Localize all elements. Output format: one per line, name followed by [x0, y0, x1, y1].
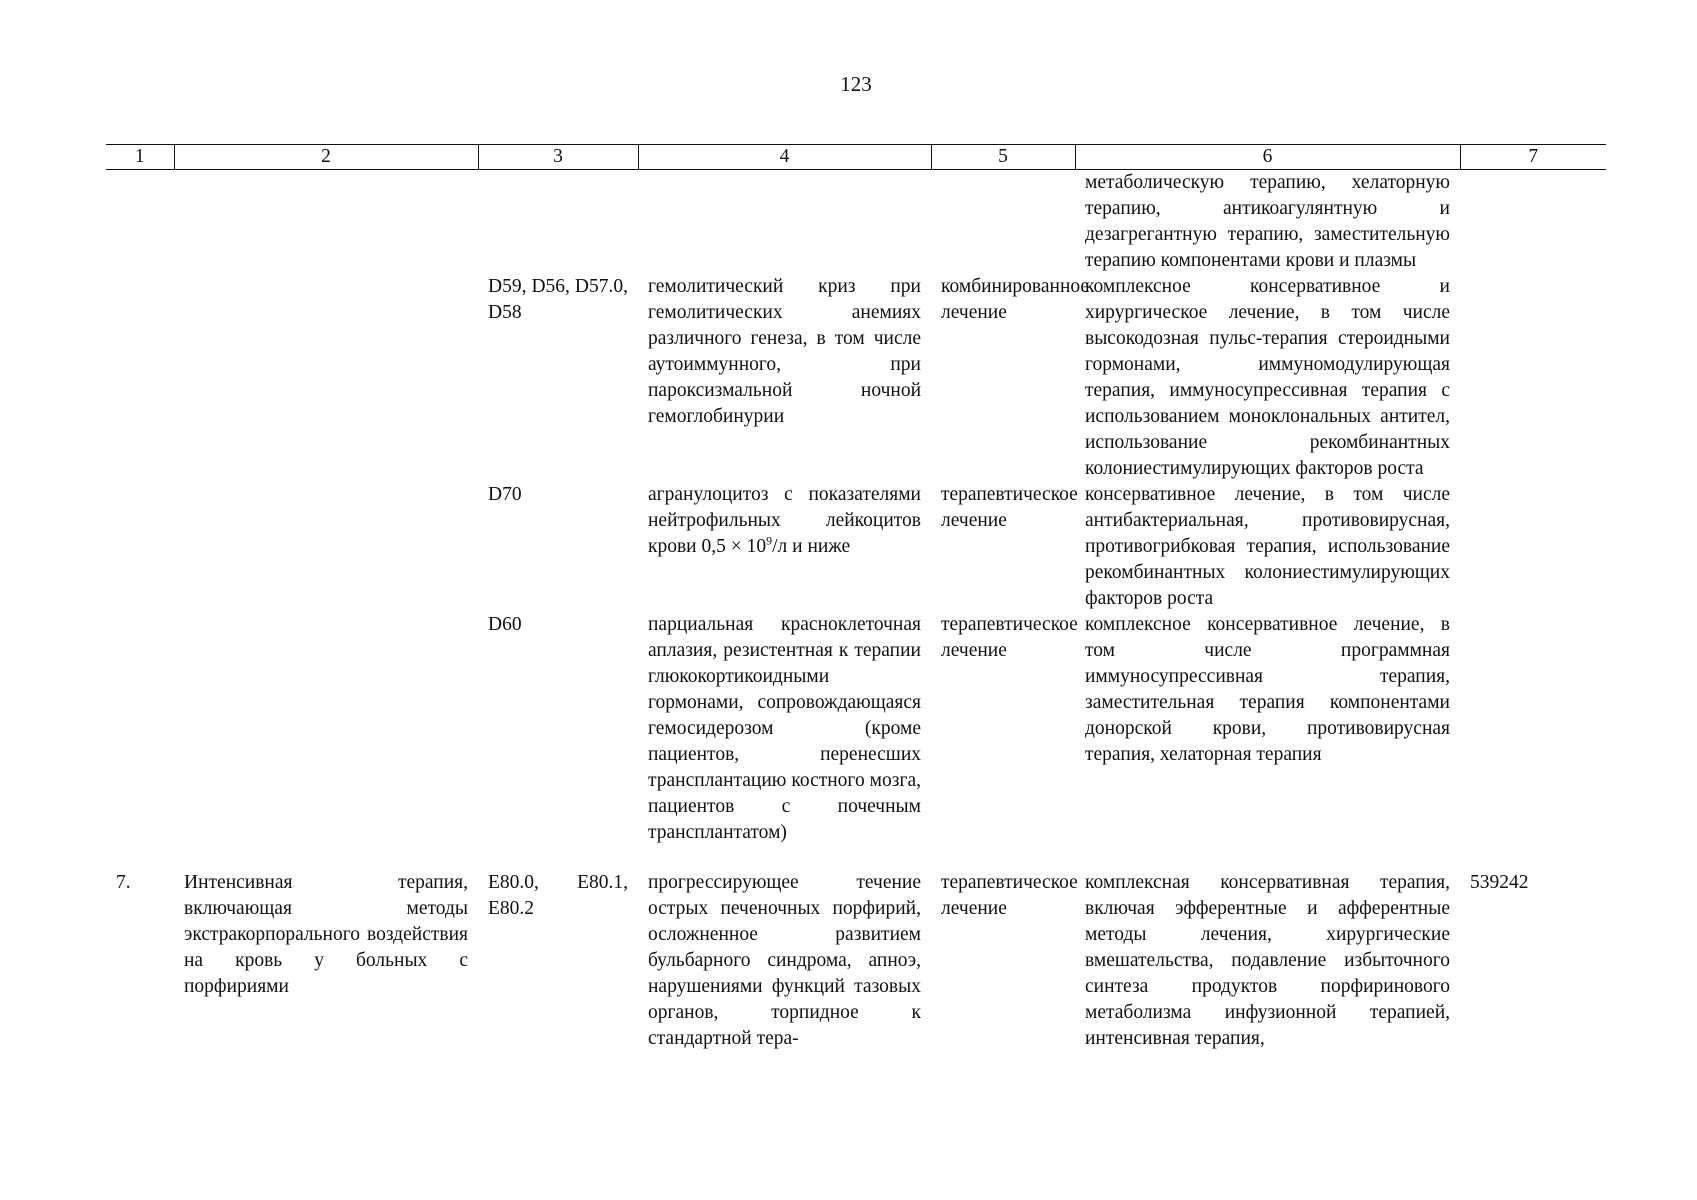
treatment-type: терапевтическое лечение — [941, 484, 1078, 531]
column-number-row — [106, 145, 1606, 170]
icd-codes — [478, 170, 638, 275]
cost-value — [1460, 170, 1606, 275]
column-header-3: 3 — [478, 145, 638, 170]
medical-care-table — [106, 144, 1606, 1052]
patient-model: парциальная красноклеточная аплазия, резистентная к терапии глюкокортикоидными гормонами, сопровождающаяся гемосидерозом (кроме пациентов, перенесших трансплантацию костного мозга, пациентов с почечным трансплантатом) — [648, 614, 921, 843]
care-type-name — [174, 170, 478, 275]
page-number: 123 — [840, 72, 872, 96]
treatment-method: комплексная консервативная терапия, включая эфферентные и афферентные методы лечения, хирургические вмешательства, подавление избыточного синтеза продуктов порфиринового метаболизма инфузионной терапией, интенсивная терапия, — [1085, 872, 1450, 1049]
table-row — [106, 170, 1606, 275]
patient-model-text-end: /л и ниже — [772, 536, 851, 557]
column-header-7: 7 — [1460, 145, 1606, 170]
cost-value — [1460, 482, 1606, 612]
treatment-method: консервативное лечение, в том числе антибактериальная, противовирусная, противогрибковая терапия, использование рекомбинантных колониестимулирующих факторов роста — [1085, 484, 1450, 609]
care-type-name: Интенсивная терапия, включающая методы экстракорпорального воздействия на кровь у больных с порфириями — [184, 872, 468, 997]
row-number: 7. — [116, 872, 131, 893]
table-row — [106, 612, 1606, 846]
cost-value: 539242 — [1470, 872, 1529, 893]
patient-model: прогрессирующее течение острых печеночных порфирий, осложненное развитием бульбарного синдрома, апноэ, нарушениями функций тазовых органов, торпидное к стандартной тера- — [648, 872, 921, 1049]
table-row — [106, 870, 1606, 1052]
treatment-type: терапевтическое лечение — [941, 872, 1078, 919]
treatment-type: терапевтическое лечение — [941, 614, 1078, 661]
care-type-name — [174, 612, 478, 846]
patient-model-text: агранулоцитоз с показателями нейтрофильных лейкоцитов крови 0,5 × 10 — [648, 484, 921, 557]
treatment-method: метаболическую терапию, хелаторную терапию, антикоагулянтную и дезагрегантную терапию, заместительную терапию компонентами крови и плазмы — [1085, 172, 1450, 271]
care-type-name — [174, 274, 478, 482]
treatment-method: комплексное консервативное и хирургическое лечение, в том числе высокодозная пульс-терапия стероидными гормонами, иммуномодулирующая терапия, иммуносупрессивная терапия с использованием моноклональных антител, использование рекомбинантных колониестимулирующих факторов роста — [1085, 276, 1450, 479]
treatment-type — [931, 170, 1075, 275]
column-header-2: 2 — [174, 145, 478, 170]
spacer-cell — [106, 846, 1606, 870]
treatment-type: комбинированное лечение — [941, 276, 1090, 323]
row-number — [106, 170, 174, 275]
icd-codes: D70 — [488, 484, 522, 505]
cost-value — [1460, 274, 1606, 482]
column-header-1: 1 — [106, 145, 174, 170]
icd-codes: D60 — [488, 614, 522, 635]
cost-value — [1460, 612, 1606, 846]
icd-codes: E80.0, E80.1, E80.2 — [488, 872, 628, 919]
exponent: 9 — [766, 533, 773, 548]
table-row — [106, 274, 1606, 482]
column-header-4: 4 — [638, 145, 931, 170]
table-row — [106, 482, 1606, 612]
care-type-name — [174, 482, 478, 612]
row-number — [106, 274, 174, 482]
patient-model — [638, 482, 931, 612]
patient-model: гемолитический криз при гемолитических анемиях различного генеза, в том числе аутоиммунного, при пароксизмальной ночной гемоглобинурии — [648, 276, 921, 427]
row-number — [106, 612, 174, 846]
icd-codes: D59, D56, D57.0, D58 — [488, 276, 628, 323]
patient-model — [638, 170, 931, 275]
row-number — [106, 482, 174, 612]
treatment-method: комплексное консервативное лечение, в том числе программная иммуносупрессивная терапия, заместительная терапия компонентами донорской крови, противовирусная терапия, хелаторная терапия — [1085, 614, 1450, 765]
row-spacer — [106, 846, 1606, 870]
column-header-5: 5 — [931, 145, 1075, 170]
column-header-6: 6 — [1075, 145, 1460, 170]
